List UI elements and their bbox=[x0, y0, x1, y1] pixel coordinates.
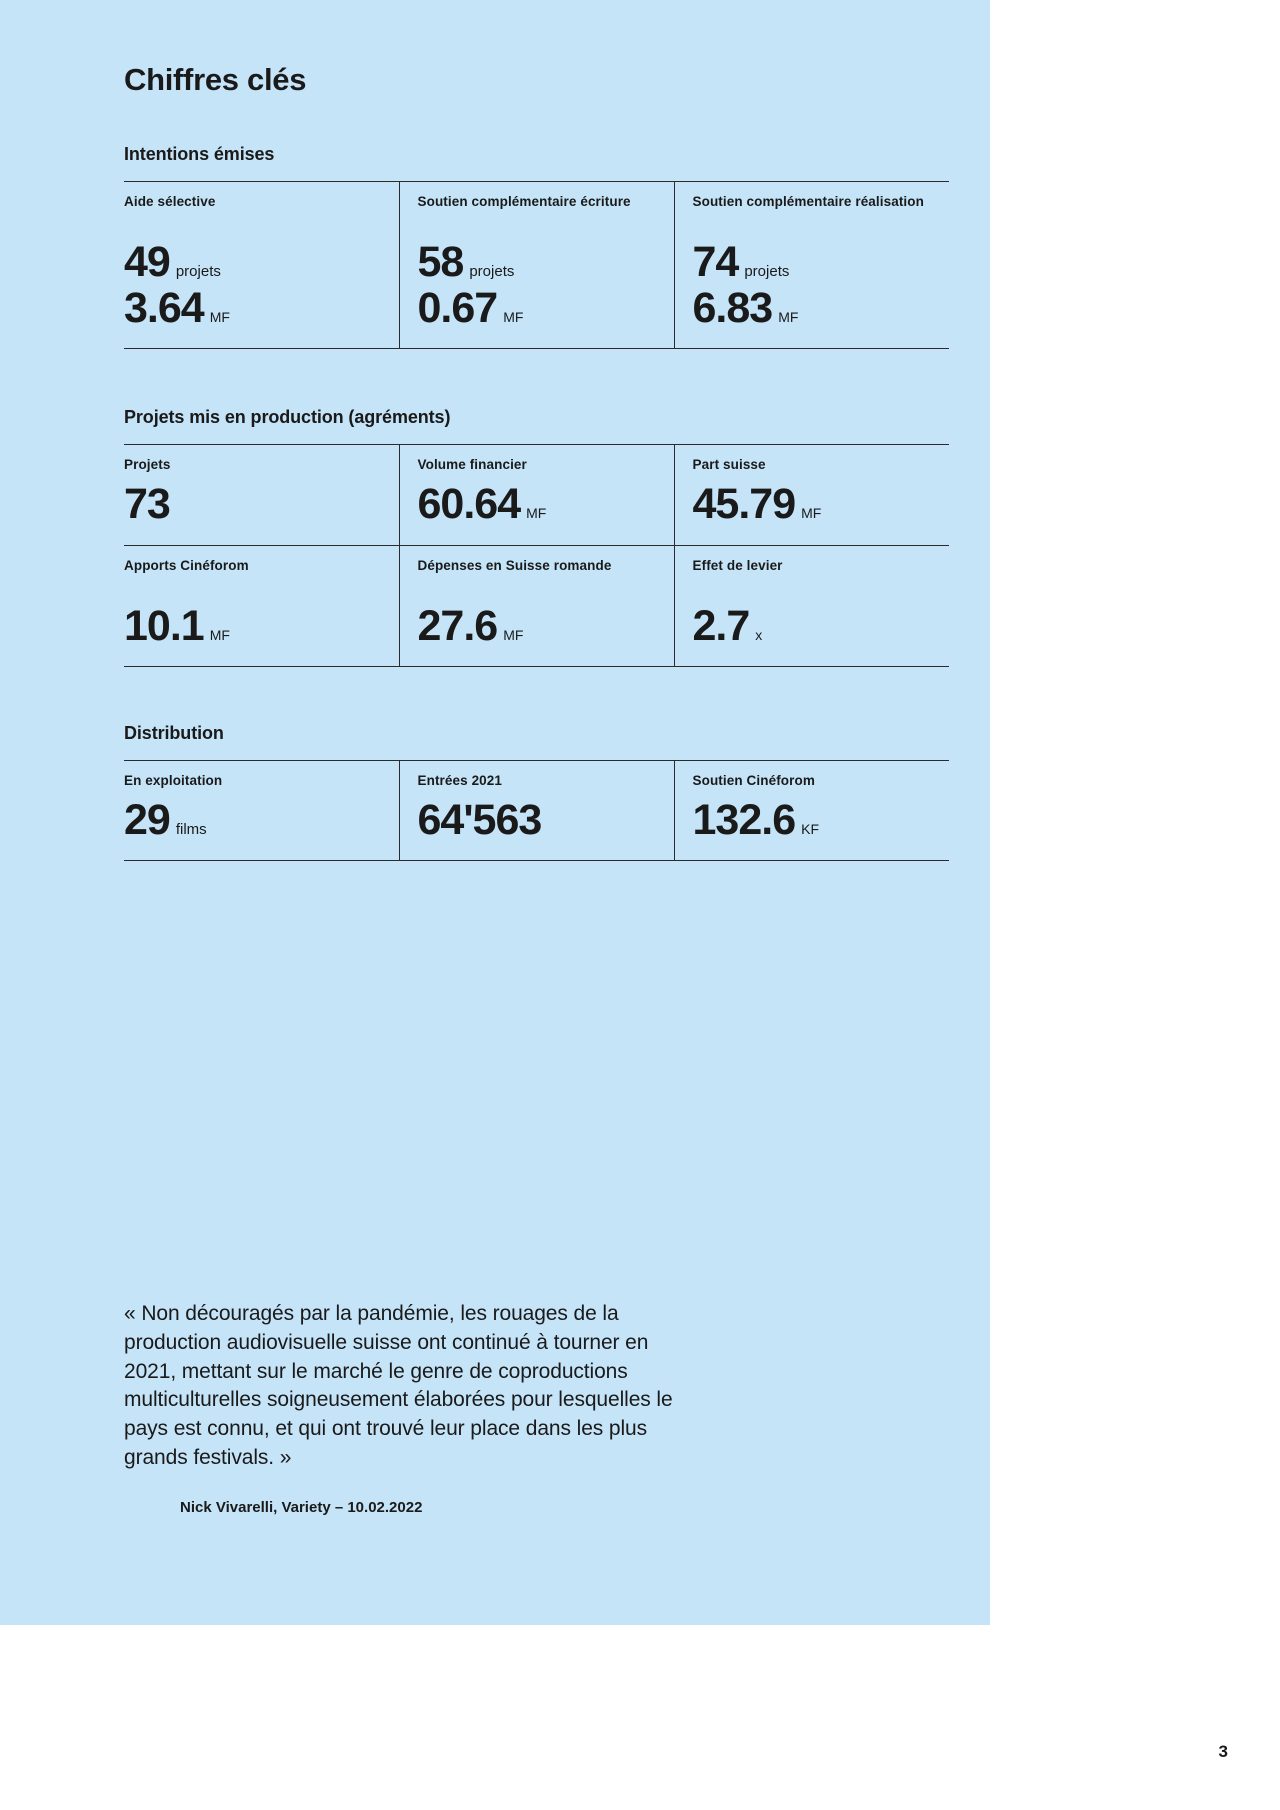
kpi-label: Dépenses en Suisse romande bbox=[417, 557, 612, 573]
kpi-number: 60.64 bbox=[417, 480, 521, 529]
kpi-number: 27.6 bbox=[417, 601, 498, 650]
kpi-unit: MF bbox=[503, 626, 524, 643]
kpi-value bbox=[693, 284, 936, 332]
kpi-table-intentions bbox=[124, 181, 949, 349]
quote-attribution: Nick Vivarelli, Variety – 10.02.2022 bbox=[180, 1498, 423, 1516]
kpi-value bbox=[693, 796, 936, 844]
kpi-label: Part suisse bbox=[692, 457, 766, 473]
section-distribution bbox=[124, 723, 954, 861]
table-row bbox=[124, 182, 949, 349]
section-intentions bbox=[124, 144, 954, 349]
kpi-label: Projets bbox=[124, 457, 171, 473]
kpi-unit: MF bbox=[801, 505, 822, 522]
kpi-cell bbox=[399, 445, 674, 545]
kpi-cell bbox=[124, 760, 399, 860]
kpi-number: 74 bbox=[692, 238, 739, 286]
kpi-number: 132.6 bbox=[692, 795, 796, 844]
kpi-value bbox=[124, 602, 385, 650]
kpi-value bbox=[418, 602, 660, 650]
section-title: Distribution bbox=[124, 722, 224, 743]
kpi-value bbox=[124, 238, 385, 286]
kpi-label: Soutien Cinéforom bbox=[692, 772, 815, 788]
kpi-label: Effet de levier bbox=[692, 557, 783, 573]
kpi-label: Aide sélective bbox=[124, 194, 216, 209]
kpi-label: En exploitation bbox=[124, 772, 223, 788]
kpi-number: 73 bbox=[124, 480, 170, 529]
kpi-unit: MF bbox=[503, 309, 524, 326]
kpi-value bbox=[693, 602, 936, 650]
kpi-label: Entrées 2021 bbox=[417, 772, 503, 788]
kpi-number: 45.79 bbox=[692, 480, 796, 529]
kpi-number: 49 bbox=[124, 238, 170, 286]
kpi-number: 0.67 bbox=[417, 284, 498, 333]
kpi-cell bbox=[399, 182, 674, 349]
section-title: Intentions émises bbox=[124, 144, 275, 164]
kpi-unit: projets bbox=[744, 263, 790, 280]
kpi-table-distribution bbox=[124, 760, 949, 861]
kpi-value bbox=[124, 480, 385, 528]
kpi-cell bbox=[399, 760, 674, 860]
kpi-unit: MF bbox=[526, 505, 547, 522]
kpi-value bbox=[693, 238, 936, 286]
kpi-number: 10.1 bbox=[124, 601, 204, 650]
kpi-cell bbox=[124, 182, 399, 349]
kpi-label: Apports Cinéforom bbox=[124, 557, 249, 573]
kpi-cell bbox=[124, 445, 399, 545]
kpi-value bbox=[418, 284, 660, 332]
kpi-value bbox=[124, 284, 385, 332]
kpi-number: 3.64 bbox=[124, 284, 204, 333]
kpi-number: 58 bbox=[417, 238, 464, 286]
kpi-value bbox=[124, 796, 385, 844]
kpi-unit: projets bbox=[469, 263, 515, 280]
kpi-value bbox=[418, 480, 660, 528]
kpi-value bbox=[418, 238, 660, 286]
pull-quote bbox=[124, 1300, 684, 1516]
table-row bbox=[124, 545, 949, 666]
kpi-cell bbox=[674, 545, 949, 666]
kpi-table-production bbox=[124, 444, 949, 666]
kpi-number: 2.7 bbox=[692, 601, 750, 650]
kpi-unit: films bbox=[175, 820, 207, 838]
kpi-cell bbox=[674, 760, 949, 860]
kpi-cell bbox=[399, 545, 674, 666]
table-row bbox=[124, 445, 949, 545]
page-content bbox=[124, 0, 954, 861]
kpi-label: Soutien complémentaire écriture bbox=[417, 194, 631, 209]
kpi-label: Volume financier bbox=[417, 457, 527, 473]
kpi-unit: MF bbox=[209, 309, 230, 326]
kpi-unit: projets bbox=[175, 263, 221, 280]
kpi-number: 29 bbox=[124, 795, 170, 844]
kpi-unit: MF bbox=[778, 309, 799, 326]
page-title: Chiffres clés bbox=[124, 62, 307, 97]
kpi-value bbox=[693, 480, 936, 528]
section-production bbox=[124, 407, 954, 666]
kpi-cell bbox=[674, 182, 949, 349]
kpi-unit: KF bbox=[801, 820, 819, 837]
kpi-label: Soutien complémentaire réalisation bbox=[692, 194, 924, 209]
table-row bbox=[124, 760, 949, 860]
kpi-number: 64'563 bbox=[417, 795, 542, 844]
kpi-cell bbox=[674, 445, 949, 545]
kpi-value bbox=[418, 796, 660, 844]
kpi-unit: MF bbox=[209, 626, 230, 643]
page-number: 3 bbox=[1218, 1742, 1228, 1761]
section-title: Projets mis en production (agréments) bbox=[124, 407, 451, 428]
kpi-unit: x bbox=[755, 626, 763, 643]
kpi-cell bbox=[124, 545, 399, 666]
quote-text: « Non découragés par la pandémie, les rouages de la production audiovisuelle suisse ont continué à tourner en 2021, mettant sur le marché le genre de coproductions multiculturelles soigneusement élaborées pour lesquelles le pays est connu, et qui ont trouvé leur place dans les plus grands festivals. » bbox=[124, 1302, 673, 1469]
kpi-number: 6.83 bbox=[692, 284, 773, 333]
